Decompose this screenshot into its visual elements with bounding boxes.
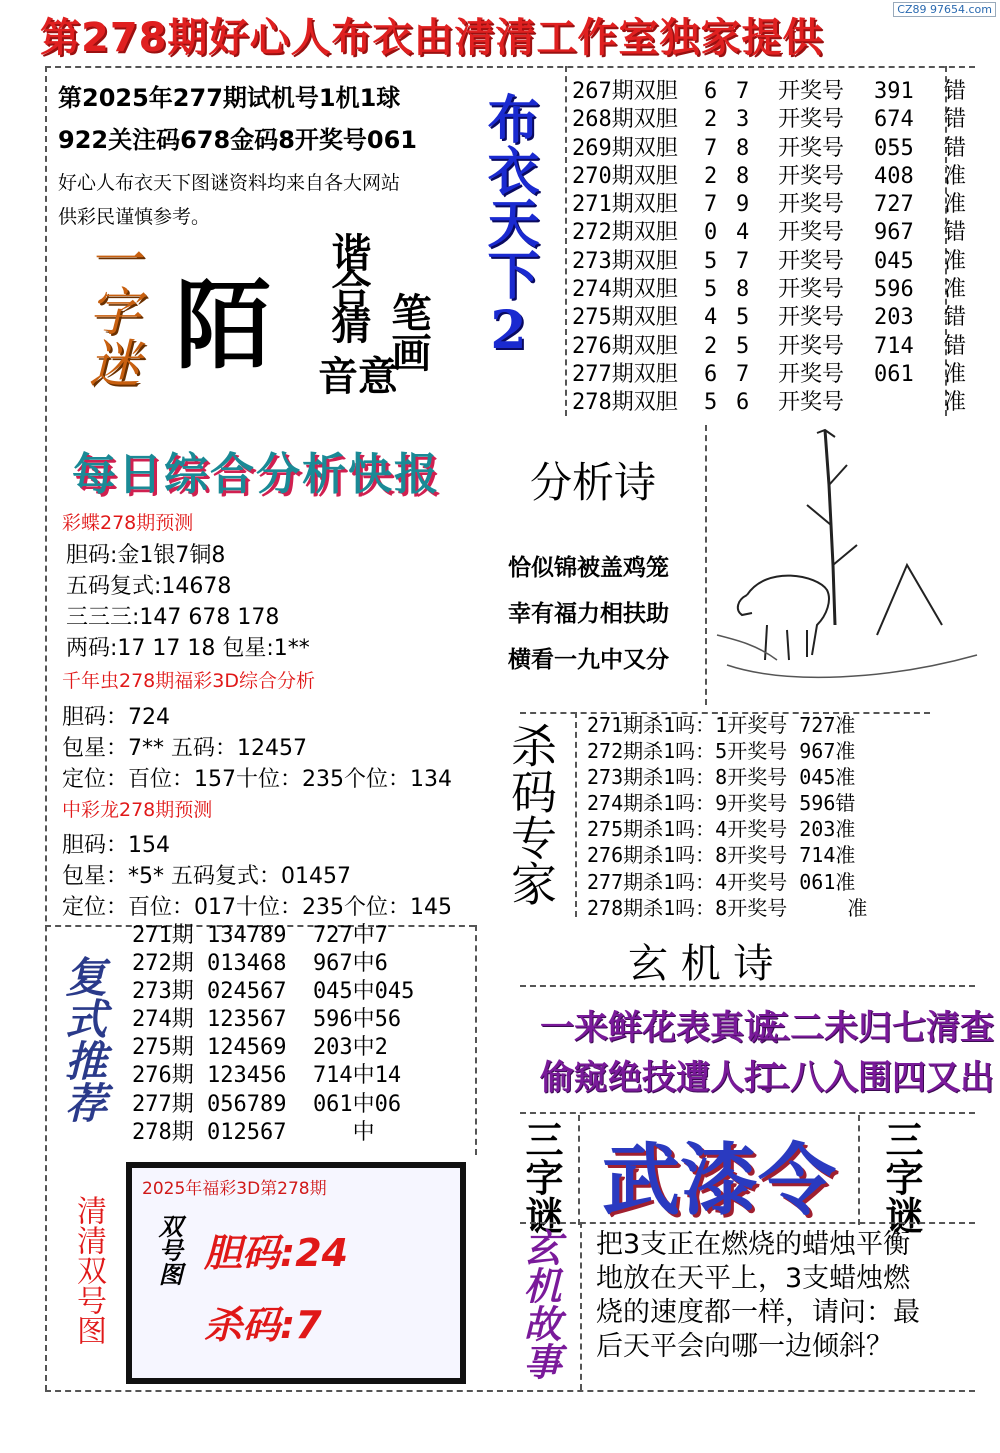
shuangdan-label: 开奖号 bbox=[778, 135, 845, 161]
xuanji-poem-title: 玄 机 诗 bbox=[628, 941, 774, 987]
qiannianchong-line-3: 定位：百位：157十位：235个位：134 bbox=[62, 767, 452, 792]
shuangdan-row bbox=[572, 276, 974, 304]
kill-divider bbox=[575, 712, 577, 917]
fushi-row: 275期 124569 203中2 bbox=[132, 1035, 388, 1061]
shuangdan-number: 714 bbox=[874, 333, 914, 359]
page-title: 第278期好心人布衣由清清工作室独家提供 bbox=[40, 15, 824, 61]
fushi-row: 274期 123567 596中56 bbox=[132, 1007, 402, 1033]
xuanji-line-2a: 偷窥绝技遭人打 bbox=[540, 1058, 778, 1098]
xuanji-line-1a: 一来鲜花表真诚 bbox=[540, 1008, 778, 1048]
shuangdan-number: 408 bbox=[874, 163, 914, 189]
shuangdan-label: 开奖号 bbox=[778, 220, 845, 246]
shuangdan-dan-2: 4 bbox=[736, 220, 750, 246]
bottom-divider bbox=[45, 1390, 975, 1392]
qingqing-card-title: 2025年福彩3D第278期 bbox=[142, 1179, 327, 1199]
shuangdan-row bbox=[572, 361, 974, 389]
shuangdan-row bbox=[572, 333, 974, 361]
story-divider bbox=[580, 1222, 582, 1390]
xuanji-line-2b: 二八入围四又出 bbox=[756, 1058, 994, 1098]
shuangdan-issue: 270期双胆 bbox=[572, 163, 678, 189]
story-top-line bbox=[520, 1222, 975, 1224]
caidie-line-3: 三三三:147 678 178 bbox=[66, 605, 280, 630]
shuangdan-row bbox=[572, 248, 974, 276]
shuangdan-result: 准 bbox=[944, 192, 967, 218]
three-char-label-left: 三字谜 bbox=[519, 1120, 563, 1234]
shuangdan-result: 错 bbox=[944, 305, 967, 331]
shuangdan-result: 准 bbox=[944, 361, 967, 387]
qingqing-dan: 胆码:24 bbox=[204, 1231, 349, 1275]
shuangdan-row bbox=[572, 135, 974, 163]
shuangdan-result: 准 bbox=[944, 277, 967, 303]
fushi-row: 276期 123456 714中14 bbox=[132, 1063, 402, 1089]
xuanji-line-1b: 三二未归七清查 bbox=[756, 1008, 994, 1048]
shuangdan-result: 错 bbox=[944, 135, 967, 161]
shuangdan-result: 错 bbox=[944, 79, 967, 104]
shuangdan-dan-2: 6 bbox=[736, 390, 750, 416]
zhongcailong-line-1: 胆码：154 bbox=[62, 833, 170, 858]
shuangdan-result: 错 bbox=[944, 220, 967, 246]
kill-expert-label: 杀码专家 bbox=[504, 722, 558, 906]
shuangdan-label: 开奖号 bbox=[778, 333, 845, 359]
shuangdan-number: 203 bbox=[874, 305, 914, 331]
shuangdan-row bbox=[572, 304, 974, 332]
shuangdan-issue: 277期双胆 bbox=[572, 361, 678, 387]
shuangdan-dan-1: 0 bbox=[704, 220, 718, 246]
shuangdan-label: 开奖号 bbox=[778, 79, 845, 104]
shuangdan-dan-1: 4 bbox=[704, 305, 718, 331]
top-divider bbox=[45, 66, 975, 68]
kill-expert-row: 278期杀1吗：8开奖号 准 bbox=[587, 895, 868, 920]
shuangdan-number: 391 bbox=[874, 79, 914, 104]
shuangdan-dan-1: 2 bbox=[704, 333, 718, 359]
riddle-hint-bottom: 音意 bbox=[318, 354, 398, 400]
shuangdan-result: 准 bbox=[944, 390, 967, 416]
xuanji-top-line bbox=[520, 985, 975, 987]
three-char-main: 武漆令 bbox=[602, 1136, 837, 1226]
shuangdan-number: 061 bbox=[874, 361, 914, 387]
story-label: 玄机故事 bbox=[517, 1228, 561, 1380]
shuangdan-label: 开奖号 bbox=[778, 107, 845, 133]
shuangdan-issue: 275期双胆 bbox=[572, 305, 678, 331]
shuangdan-dan-1: 7 bbox=[704, 192, 718, 218]
analysis-poem-line: 恰似锦被盖鸡笼 bbox=[508, 555, 669, 581]
shuangdan-label: 开奖号 bbox=[778, 163, 845, 189]
shuangdan-dan-1: 5 bbox=[704, 248, 718, 274]
shuangdan-result: 错 bbox=[944, 107, 967, 133]
xuanji-bottom-line bbox=[520, 1112, 975, 1114]
shuangdan-row bbox=[572, 106, 974, 134]
zhongcailong-line-3: 定位：百位：017十位：235个位：145 bbox=[62, 895, 452, 920]
kill-expert-row: 272期杀1吗：5开奖号 967准 bbox=[587, 739, 856, 764]
analysis-poem-title: 分析诗 bbox=[530, 458, 657, 507]
shuangdan-dan-2: 7 bbox=[736, 248, 750, 274]
shuangdan-number: 967 bbox=[874, 220, 914, 246]
fushi-row: 278期 012567 中 bbox=[132, 1119, 375, 1145]
qingqing-sha: 杀码:7 bbox=[204, 1303, 322, 1347]
shuangdan-label: 开奖号 bbox=[778, 390, 845, 416]
shuangdan-row bbox=[572, 389, 974, 417]
shuangdan-issue: 271期双胆 bbox=[572, 192, 678, 218]
brand-vertical: 布衣天下2 bbox=[478, 92, 539, 361]
zhongcailong-line-2: 包星：*5* 五码复式：01457 bbox=[62, 864, 351, 889]
trial-line-4: 供彩民谨慎参考。 bbox=[58, 206, 211, 228]
shuangdan-issue: 269期双胆 bbox=[572, 135, 678, 161]
shuangdan-label: 开奖号 bbox=[778, 277, 845, 303]
shuangdan-issue: 268期双胆 bbox=[572, 107, 678, 133]
kill-expert-row: 273期杀1吗：8开奖号 045准 bbox=[587, 765, 856, 790]
fushi-label: 复式推荐 bbox=[59, 955, 108, 1123]
shuangdan-result: 准 bbox=[944, 163, 967, 189]
analysis-poem-line: 横看一九中又分 bbox=[508, 647, 669, 673]
shuangdan-issue: 273期双胆 bbox=[572, 248, 678, 274]
qiannianchong-line-1: 胆码：724 bbox=[62, 705, 170, 730]
center-divider-top bbox=[565, 66, 567, 416]
shuangdan-number: 674 bbox=[874, 107, 914, 133]
shuangdan-dan-2: 7 bbox=[736, 79, 750, 104]
riddle-hint-top: 谐合猜 bbox=[325, 232, 371, 340]
qiannianchong-heading: 千年虫278期福彩3D综合分析 bbox=[62, 670, 315, 692]
shuangdan-row bbox=[572, 163, 974, 191]
fushi-rows bbox=[132, 922, 414, 1147]
shuangdan-issue: 272期双胆 bbox=[572, 220, 678, 246]
kill-expert-rows bbox=[587, 712, 867, 921]
shuangdan-issue: 278期双胆 bbox=[572, 390, 678, 416]
shuangdan-dan-2: 8 bbox=[736, 277, 750, 303]
kill-expert-row: 276期杀1吗：8开奖号 714准 bbox=[587, 843, 856, 868]
riddle-label: 一字迷 bbox=[79, 232, 139, 388]
kill-expert-row: 275期杀1吗：4开奖号 203准 bbox=[587, 817, 856, 842]
shuangdan-number: 727 bbox=[874, 192, 914, 218]
shuangdan-row bbox=[572, 191, 974, 219]
shuangdan-issue: 267期双胆 bbox=[572, 79, 678, 104]
shuangdan-row bbox=[572, 219, 974, 247]
fushi-row: 271期 134789 727中7 bbox=[132, 923, 388, 948]
shuangdan-issue: 276期双胆 bbox=[572, 333, 678, 359]
trial-line-3: 好心人布衣天下图谜资料均来自各大网站 bbox=[58, 172, 401, 194]
shuangdan-result: 错 bbox=[944, 333, 967, 359]
shuangdan-dan-2: 3 bbox=[736, 107, 750, 133]
kill-expert-row: 274期杀1吗：9开奖号 596错 bbox=[587, 791, 856, 816]
shuangdan-label: 开奖号 bbox=[778, 361, 845, 387]
qiannianchong-line-2: 包星：7** 五码：12457 bbox=[62, 736, 307, 761]
riddle-hint-right: 笔画 bbox=[385, 292, 431, 372]
shuangdan-number: 596 bbox=[874, 277, 914, 303]
caidie-heading: 彩蝶278期预测 bbox=[62, 512, 194, 534]
fushi-right-border bbox=[475, 925, 477, 1155]
daily-report-title: 每日综合分析快报 bbox=[72, 449, 440, 500]
shuangdan-label: 开奖号 bbox=[778, 305, 845, 331]
shuangdan-result: 准 bbox=[944, 248, 967, 274]
shuangdan-dan-1: 6 bbox=[704, 361, 718, 387]
kill-expert-row: 277期杀1吗：4开奖号 061准 bbox=[587, 869, 856, 894]
shuangdan-dan-2: 8 bbox=[736, 163, 750, 189]
qingqing-card bbox=[126, 1162, 466, 1384]
qingqing-side-label: 双号图 bbox=[154, 1214, 183, 1286]
story-text: 把3支正在燃烧的蜡烛平衡地放在天平上，3支蜡烛燃烧的速度都一样，请问：最后天平会向哪一边倾斜？ bbox=[596, 1229, 920, 1362]
caidie-line-1: 胆码:金1银7铜8 bbox=[66, 543, 226, 568]
fushi-row: 277期 056789 061中06 bbox=[132, 1091, 402, 1117]
shuangdan-dan-2: 8 bbox=[736, 135, 750, 161]
shuangdan-row bbox=[572, 78, 974, 106]
qingqing-label: 清清双号图 bbox=[71, 1195, 106, 1345]
shuangdan-label: 开奖号 bbox=[778, 248, 845, 274]
animal-sketch bbox=[707, 425, 982, 705]
shuangdan-dan-1: 6 bbox=[704, 79, 718, 104]
three-char-right-line bbox=[858, 1115, 860, 1225]
shuangdan-number: 045 bbox=[874, 248, 914, 274]
shuangdan-dan-1: 5 bbox=[704, 390, 718, 416]
shuangdan-issue: 274期双胆 bbox=[572, 277, 678, 303]
caidie-line-4: 两码:17 17 18 包星:1** bbox=[66, 636, 310, 661]
shuangdan-label: 开奖号 bbox=[778, 192, 845, 218]
riddle-main-char: 陌 bbox=[175, 269, 271, 382]
trial-line-2: 922关注码678金码8开奖号061 bbox=[58, 126, 417, 154]
zhongcailong-heading: 中彩龙278期预测 bbox=[62, 799, 213, 821]
shuangdan-dan-1: 2 bbox=[704, 107, 718, 133]
shuangdan-table bbox=[572, 78, 974, 418]
animal-sketch-frame bbox=[705, 425, 987, 705]
fushi-row: 272期 013468 967中6 bbox=[132, 951, 388, 977]
analysis-poem-line: 幸有福力相扶助 bbox=[508, 601, 669, 627]
shuangdan-number: 055 bbox=[874, 135, 914, 161]
three-char-label-right: 三字谜 bbox=[879, 1120, 923, 1234]
shuangdan-dan-1: 7 bbox=[704, 135, 718, 161]
left-border bbox=[45, 66, 47, 1391]
shuangdan-dan-2: 5 bbox=[736, 305, 750, 331]
analysis-poem-lines bbox=[508, 545, 669, 683]
trial-line-1: 第2025年277期试机号1机1球 bbox=[58, 84, 401, 112]
shuangdan-dan-2: 5 bbox=[736, 333, 750, 359]
shuangdan-dan-1: 5 bbox=[704, 277, 718, 303]
shuangdan-dan-2: 7 bbox=[736, 361, 750, 387]
three-char-left-line bbox=[578, 1115, 580, 1225]
caidie-line-2: 五码复式:14678 bbox=[66, 574, 232, 599]
shuangdan-dan-1: 2 bbox=[704, 163, 718, 189]
fushi-row: 273期 024567 045中045 bbox=[132, 979, 415, 1005]
shuangdan-dan-2: 9 bbox=[736, 192, 750, 218]
kill-expert-row: 271期杀1吗：1开奖号 727准 bbox=[587, 713, 856, 737]
site-watermark: CZ89 97654.com bbox=[893, 2, 996, 17]
